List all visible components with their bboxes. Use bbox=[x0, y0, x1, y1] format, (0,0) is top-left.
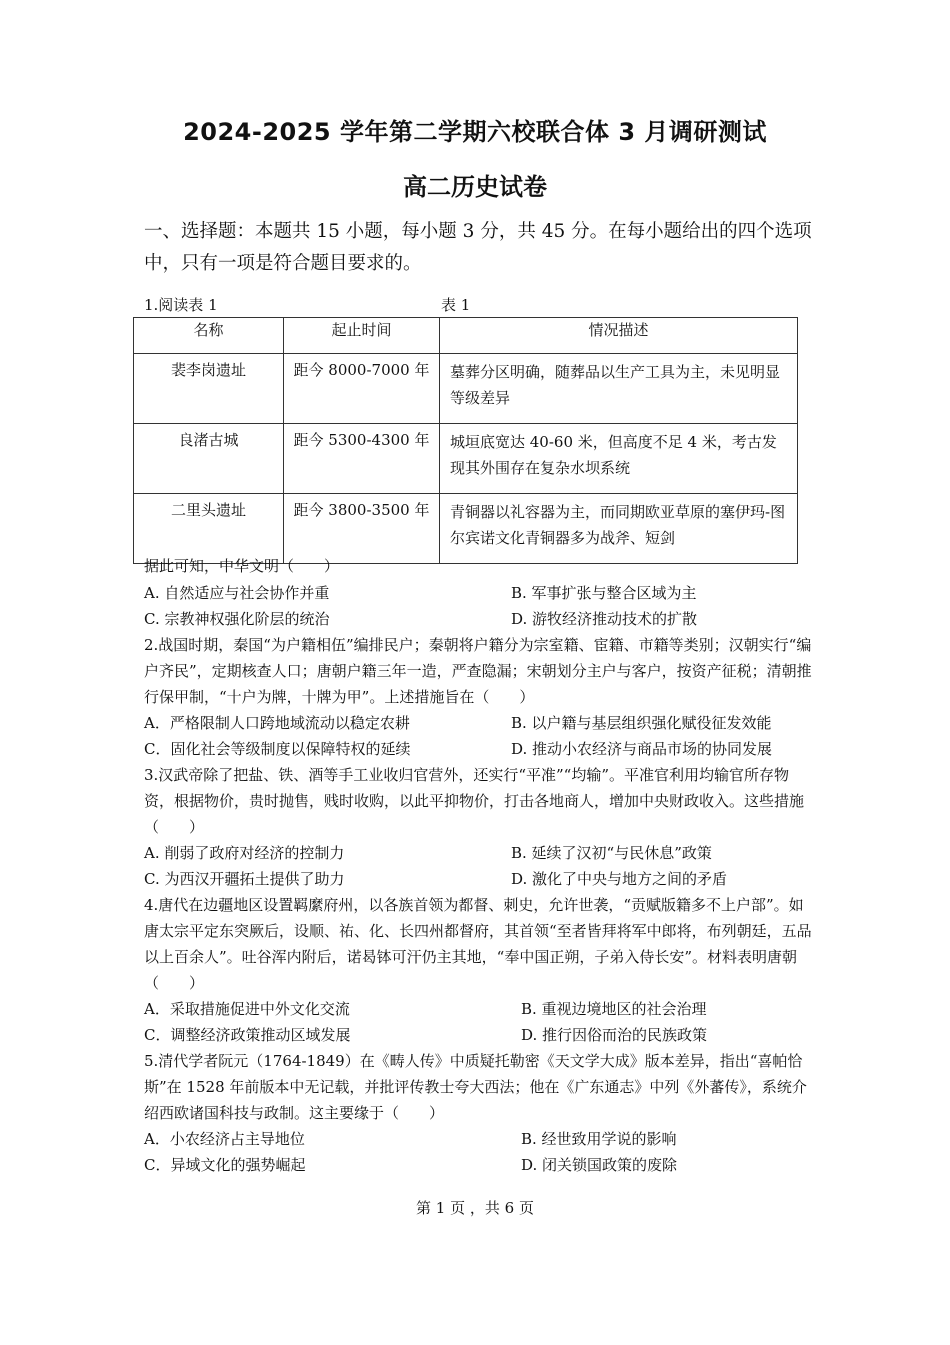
cell-name: 二里头遗址 bbox=[134, 494, 284, 564]
q3-text: 3.汉武帝除了把盐、铁、酒等手工业收归官营外，还实行“平准”“均输”。平准官利用均输官所存物资，根据物价，贵时抛售，贱时收购，以此平抑物价，打击各地商人，增加中央财政收入。这些措施（ ） bbox=[144, 766, 805, 836]
section-instructions: 一、选择题：本题共 15 小题，每小题 3 分，共 45 分。在每小题给出的四个选项中，只有一项是符合题目要求的。 bbox=[144, 221, 812, 274]
exam-title: 2024-2025 学年第二学期六校联合体 3 月调研测试 bbox=[183, 118, 767, 146]
cell-name: 良渚古城 bbox=[134, 424, 284, 494]
cell-time: 距今 8000-7000 年 bbox=[284, 354, 440, 424]
q1-option-d: D. 游牧经济推动技术的扩散 bbox=[511, 610, 698, 628]
q1-option-b: B. 军事扩张与整合区域为主 bbox=[511, 584, 697, 602]
q4-option-d: D. 推行因俗而治的民族政策 bbox=[521, 1026, 708, 1044]
q5-option-b: B. 经世致用学说的影响 bbox=[521, 1130, 677, 1148]
table-row bbox=[134, 354, 798, 424]
q4-text: 4.唐代在边疆地区设置羁縻府州，以各族首领为都督、刺史，允许世袭，“贡赋版籍多不上户部”。如唐太宗平定东突厥后，设顺、祐、化、长四州都督府，其首领“至者皆拜将军中郎将，布列朝廷，五品以上百余人”。吐谷浑内附后，诺曷钵可汗仍主其地，“奉中国正朔，子弟入侍长安”。材料表明唐朝（ ） bbox=[144, 896, 812, 992]
table-row bbox=[134, 424, 798, 494]
q1-label: 1.阅读表 1 bbox=[144, 296, 218, 314]
cell-time: 距今 5300-4300 年 bbox=[284, 424, 440, 494]
site-table bbox=[133, 317, 798, 564]
q5-option-a: A．小农经济占主导地位 bbox=[144, 1130, 305, 1148]
q4-option-b: B. 重视边境地区的社会治理 bbox=[521, 1000, 707, 1018]
q5-text: 5.清代学者阮元（1764-1849）在《畴人传》中质疑托勒密《天文学大成》版本差异，指出“喜帕恰斯”在 1528 年前版本中无记载，并批评传教士夸大西法；他在《广东通志》中列《外蕃传》，系统介绍西欧诸国科技与政制。这主要缘于（ ） bbox=[144, 1052, 807, 1122]
exam-subtitle: 高二历史试卷 bbox=[403, 173, 547, 201]
q2-text: 2.战国时期，秦国“为户籍相伍”编排民户；秦朝将户籍分为宗室籍、宦籍、市籍等类别；汉朝实行“编户齐民”，定期核查人口；唐朝户籍三年一造，严查隐漏；宋朝划分主户与客户，按资产征税；清朝推行保甲制，“十户为牌，十牌为甲”。上述措施旨在（ ） bbox=[144, 636, 812, 706]
table-caption: 表 1 bbox=[441, 296, 471, 314]
page-number: 第 1 页 ，共 6 页 bbox=[416, 1199, 534, 1217]
q3-option-c: C. 为西汉开疆拓土提供了助力 bbox=[144, 870, 345, 888]
table-header-row bbox=[134, 318, 798, 354]
column-header-desc: 情况描述 bbox=[440, 318, 798, 354]
q3-option-b: B. 延续了汉初“与民休息”政策 bbox=[511, 844, 712, 862]
q4-option-c: C．调整经济政策推动区域发展 bbox=[144, 1026, 351, 1044]
column-header-name: 名称 bbox=[134, 318, 284, 354]
q2-option-b: B. 以户籍与基层组织强化赋役征发效能 bbox=[511, 714, 772, 732]
q2-option-d: D. 推动小农经济与商品市场的协同发展 bbox=[511, 740, 773, 758]
q3-option-a: A. 削弱了政府对经济的控制力 bbox=[144, 844, 345, 862]
q5-option-c: C．异域文化的强势崛起 bbox=[144, 1156, 306, 1174]
cell-desc: 墓葬分区明确，随葬品以生产工具为主，未见明显等级差异 bbox=[440, 354, 798, 424]
cell-desc: 城垣底宽达 40-60 米，但高度不足 4 米，考古发现其外围存在复杂水坝系统 bbox=[440, 424, 798, 494]
q1-stem: 据此可知，中华文明（ ） bbox=[144, 557, 340, 575]
q1-option-a: A. 自然适应与社会协作并重 bbox=[144, 584, 330, 602]
cell-desc: 青铜器以礼容器为主，而同期欧亚草原的塞伊玛-图尔宾诺文化青铜器多为战斧、短剑 bbox=[440, 494, 798, 564]
q2-option-c: C．固化社会等级制度以保障特权的延续 bbox=[144, 740, 411, 758]
cell-time: 距今 3800-3500 年 bbox=[284, 494, 440, 564]
cell-name: 裴李岗遗址 bbox=[134, 354, 284, 424]
q3-option-d: D. 激化了中央与地方之间的矛盾 bbox=[511, 870, 728, 888]
q1-option-c: C. 宗教神权强化阶层的统治 bbox=[144, 610, 330, 628]
column-header-time: 起止时间 bbox=[284, 318, 440, 354]
q2-option-a: A．严格限制人口跨地域流动以稳定农耕 bbox=[144, 714, 410, 732]
q4-option-a: A．采取措施促进中外文化交流 bbox=[144, 1000, 350, 1018]
q5-option-d: D. 闭关锁国政策的废除 bbox=[521, 1156, 678, 1174]
